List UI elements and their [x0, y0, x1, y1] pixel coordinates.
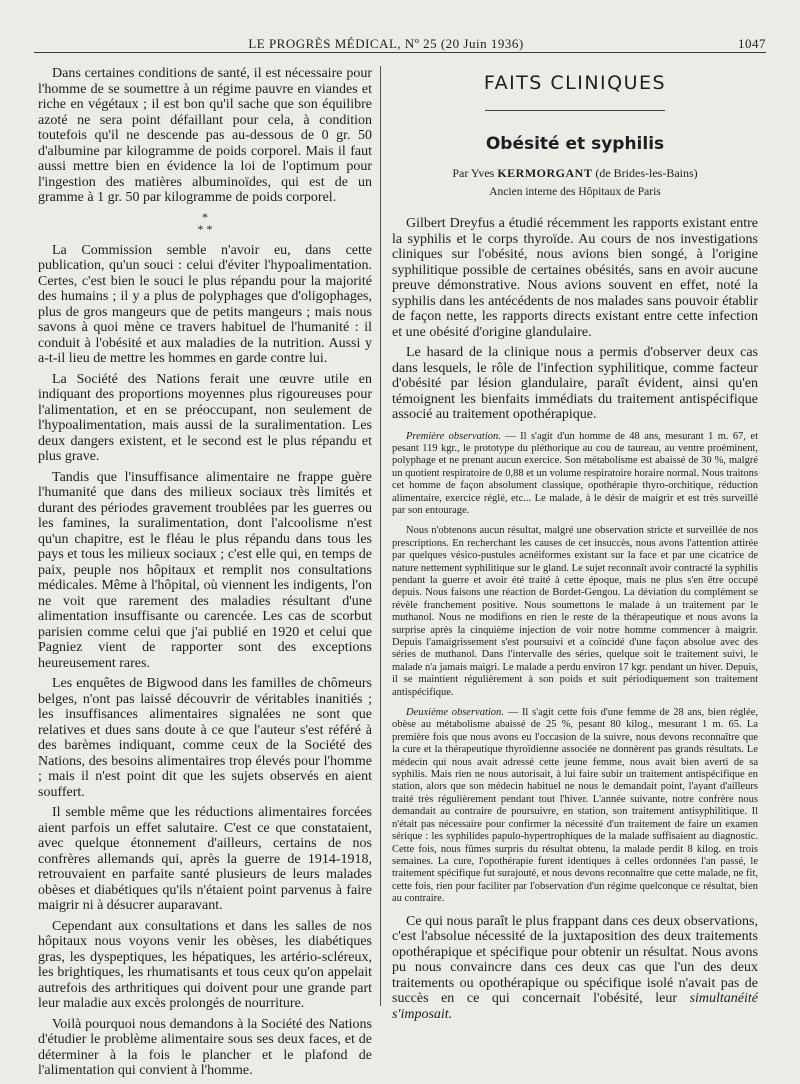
left-column: [38, 66, 372, 1084]
section-rule: [485, 110, 665, 111]
observations-block: [392, 431, 758, 906]
observation-2: Deuxième observation. — Il s'agit cette fois d'une femme de 28 ans, bien réglée, obèse au métabolisme abaissé de 25 %, pesant 80 kilog., mesurant 1 m. 65. La première fois que nous avons eu l'occasion de la suivre, nous devons reconnaître que la cure et la thérapeutique thyroïdienne associée ne donnèrent pas grands résultats. Le médecin qui nous avait adressé cette jeune femme, nous avait bien averti de sa syphilis. Mais rien ne nous autorisait, à lui faire subir un traitement antispécifique en station, alors que son médecin habituel ne nous le demandait point, l'ayant d'ailleurs traité très régulièrement pendant tout l'hiver. L'année suivante, notre confrère nous demandait au contraire de poursuivre, en station, son traitement antisyphilitique. Il n'était pas nécessaire pour confirmer la nécessité d'un traitement de faire un examen sérique : les syphilides papulo-hypertrophiques de la malade suffisaient au diagnostic. Cette fois, nous fûmes surpris du résultat obtenu, la malade perdit 8 kilog. en trois semaines. La cure, l'opothérapie furent identiques à celles ordonnées l'an passé, le traitement spécifique fut surajouté, et nous devons reconnaître que cette malade, ne fit, cette fois, rien pour faciliter par l'observation d'un régime quelconque ce résultat, bien au contraire.: [392, 707, 758, 905]
byline: Par Yves KERMORGANT (de Brides-les-Bains): [452, 166, 698, 180]
paragraph: Dans certaines conditions de santé, il est nécessaire pour l'homme de se soumettre à un régime pauvre en viandes et riche en végétaux ; il est bon qu'il sache que son équilibre azoté ne sera point défaillant pour cela, à condition toutefois qu'il ne descende pas au-dessous de 0 gr. 50 d'albumine par kilogramme de poids corporel. Mais il faut aussi mettre bien en évidence la loi de l'optimum pour l'ingestion des matières albuminoïdes, qui est de un gramme à 1 gr. 50 par kilogramme de poids corporel.: [38, 66, 372, 205]
paragraph: Les enquêtes de Bigwood dans les familles de chômeurs belges, n'ont pas laissé découvrir de véritables inanitiés ; les insuffisances alimentaires signalées ne sont que relatives et dues sans doute à ce que l'auteur s'est référé à des barèmes indiquant, comme ceux de la Société des Nations, des besoins alimentaires trop élevés pour l'homme ; mais il n'est point dit que les sujets observés en aient souffert.: [38, 676, 372, 800]
observation-1-continued: Nous n'obtenons aucun résultat, malgré une observation stricte et surveillée de nos prescriptions. En recherchant les causes de cet insuccès, nous avons l'attention attirée par quelques vésico-pustules acnéiformes existant sur la face et par une cicatrice de nature nettement syphilitique sur le gland. Le sujet reconnaît avoir contracté la syphilis pendant la guerre et avoir été traité à cette époque, mais ne plus s'en être occupé depuis. Nous faisons une réaction de Bordet-Gengou. La déviation du complément se révèle franchement positive. Nous soumettons le malade à un traitement par le muthanol. Nous ne modifions en rien le reste de la thérapeutique et nous avons la surprise après la cinquième injection de voir notre homme commencer à maigrir. Depuis l'amaigrissement s'est poursuivi et a coïncidé d'une façon absolue avec des séries de muthanol. Dans l'intervalle des séries, quelque soit le traitement suivi, le malade n'a jamais maigri. Le malade a perdu environ 17 kgr. pendant un hiver. Depuis, il se maintient régulièrement à son poids et suit périodiquement son traitement antispécifique.: [392, 525, 758, 698]
author-affiliation: Ancien interne des Hôpitaux de Paris: [489, 185, 661, 198]
paragraph: Voilà pourquoi nous demandons à la Société des Nations d'étudier le problème alimentaire sous ses deux faces, et de déterminer à la fois le plancher et le plafond de l'alimentation qui convient à l'homme.: [38, 1016, 372, 1078]
author-name: KERMORGANT: [497, 166, 593, 180]
right-column: [392, 66, 758, 1027]
paragraph: Cependant aux consultations et dans les salles de nos hôpitaux nous voyons venir les obèses, les diabétiques gras, les dyspeptiques, les hépatiques, les artério-scléreux, les brightiques, les rhumatisants et tous ceux qu'on appelait autrefois des arthritiques qui doivent pour une grande part leur maladie aux excès prolongés de nourriture.: [38, 918, 372, 1011]
section-heading: FAITS CLINIQUES: [483, 72, 667, 94]
conclusion-paragraph: Ce qui nous paraît le plus frappant dans ces deux observations, c'est l'absolue nécessité de la juxtaposition des deux traitements opothérapique et spécifique pour obtenir un résultat. Nous avons pu nous convaincre dans ces deux cas que l'un des deux traitements ou opothérapique ou spécifique isolé n'avait pas de succès en ce qui concernait l'obésité, leur simultanéité s'imposait.: [392, 913, 759, 1022]
paragraph: Il semble même que les réductions alimentaires forcées aient parfois un effet salutaire. C'est ce que constataient, avec quelque étonnement d'ailleurs, certains de nos confrères allemands qui, après la guerre de 1914-1918, retrouvaient en parfaite santé plusieurs de leurs malades obèses et diabétiques qu'ils n'étaient point parvenus à faire maigrir ni à désucrer auparavant.: [38, 805, 372, 913]
article-title: Obésité et syphilis: [485, 133, 665, 154]
column-divider: [380, 66, 381, 1006]
journal-title: LE PROGRÈS MÉDICAL, Nº 25 (20 Juin 1936): [248, 36, 524, 51]
asterism-separator: * * *: [197, 209, 213, 236]
running-head: [34, 30, 766, 53]
observation-1: Première observation. — Il s'agit d'un homme de 48 ans, mesurant 1 m. 67, et pesant 119 kgr., le prototype du pléthorique au cou de taureau, au ventre proéminent, polyphage et ne prenant aucun exercice. Son métabolisme est abaissé de 30 %, malgré un quotient respiratoire de 0,88 et un volume respiratoire horaire normal. Nous traitons cet homme de façon absolument classique, opothérapie thyro-orchitique, réduction alimentaire, exercice réglé, etc... Le malade, à le désir de maigrir et est très surveillé par son entourage.: [392, 430, 758, 516]
observation-label: Deuxième observation.: [406, 707, 504, 719]
paragraph: Gilbert Dreyfus a étudié récemment les rapports existant entre la syphilis et le corps thyroïde. Au cours de nos investigations cliniques sur l'obésité, nous avions bien songé, à l'origine syphilitique possible de certaines obésités, sans en avoir aucune preuve démonstrative. Nous avions souvent en effet, noté la syphilis dans les antécédents de nos malades sans pouvoir établir de façon nette, les rapports directs existant entre cette infection et une obésité d'origine glandulaire.: [392, 216, 758, 340]
paragraph: La Société des Nations ferait une œuvre utile en indiquant des proportions moyennes plus rigoureuses pour l'alimentation, et en se préoccupant, non seulement de l'hypoalimentation, mais aussi de la suralimentation. Les deux dangers existent, et le second est le plus répandu et plus grave.: [38, 371, 372, 464]
paragraph: La Commission semble n'avoir eu, dans cette publication, qu'un souci : celui d'éviter l'hypoalimentation. Certes, c'est bien le souci le plus répandu pour la majorité des humains ; il y a plus de polyphages que d'oligophages, plus de gros mangeurs que de petits mangeurs ; mais nous savons à quoi mène ce travers habituel de l'humanité : il conduit à l'obésité et aux maladies de la nutrition. Aussi y a-t-il lieu de mettre les hommes en garde contre lui.: [38, 242, 372, 366]
observation-label: Première observation.: [406, 430, 501, 442]
paragraph: Le hasard de la clinique nous a permis d'observer deux cas dans lesquels, le rôle de l'infection syphilitique, comme facteur d'obésité par lésion glandulaire, paraît évident, ainsi qu'en témoignent les bienfaits immédiats du traitement antispécifique associé au traitement opothérapique.: [392, 345, 758, 422]
paragraph: Tandis que l'insuffisance alimentaire ne frappe guère l'humanité que dans des milieux sociaux très limités et durant des périodes gravement troublées par les guerres ou les famines, la suralimentation, dont l'alcoolisme n'est qu'un chapitre, est le fléau le plus répandu dans tous les pays et tous les milieux sociaux ; c'est elle qui, en temps de paix, peuple nos hôpitaux et remplit nos consultations médicales. Même à l'hôpital, où viennent les indigents, l'on ne voit que rarement des maladies résultant d'une alimentation insuffisante ou carencée. Les cas de scorbut parisien comme celui que j'ai publié en 1920 et celui que Pagniez vient de rapporter sont des exceptions heureusement rares.: [38, 469, 372, 671]
page-number: 1047: [738, 36, 766, 51]
